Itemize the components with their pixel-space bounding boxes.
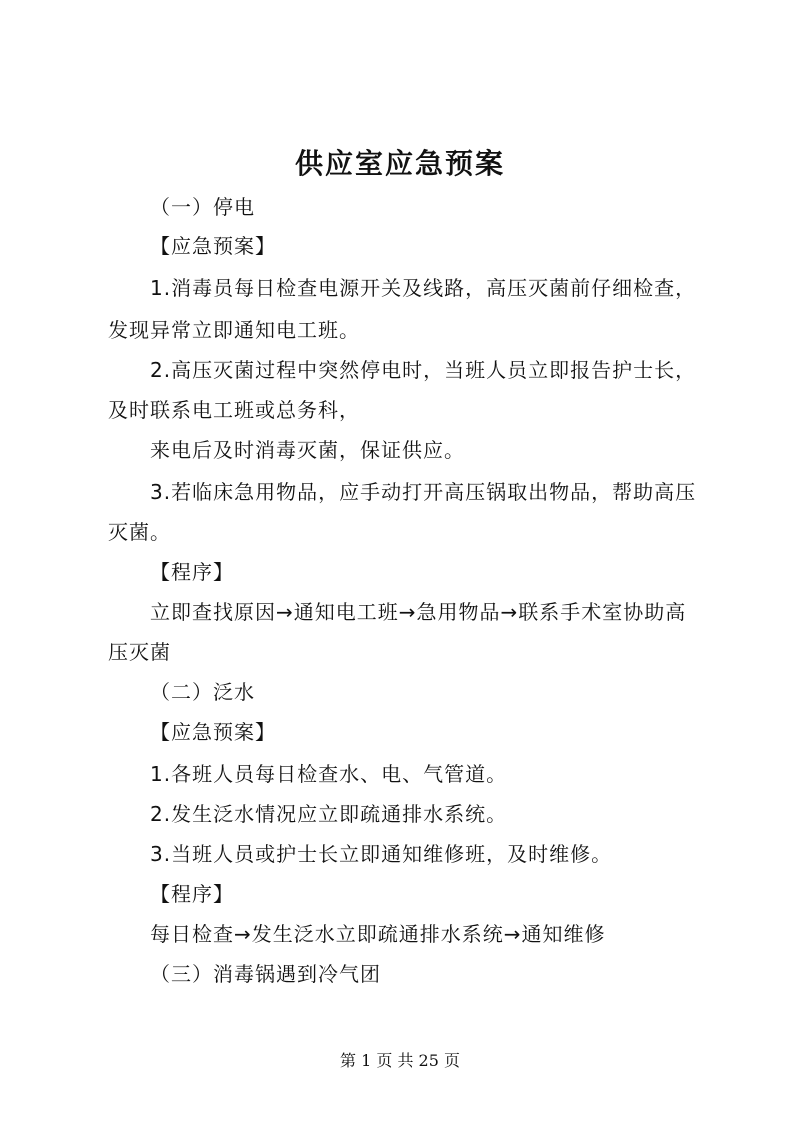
- paragraph-line: 每日检查→发生泛水立即疏通排水系统→通知维修: [150, 922, 606, 946]
- paragraph-line: 发现异常立即通知电工班。: [108, 318, 360, 342]
- paragraph-line: 3.当班人员或护士长立即通知维修班，及时维修。: [150, 842, 613, 866]
- page-number: 第 1 页 共 25 页: [340, 1051, 460, 1070]
- subsection-heading: 【程序】: [150, 882, 234, 906]
- section-heading: （一）停电: [150, 195, 255, 219]
- paragraph-line: 立即查找原因→通知电工班→急用物品→联系手术室协助高: [150, 600, 687, 624]
- paragraph-line: 压灭菌: [108, 640, 171, 664]
- paragraph-line: 及时联系电工班或总务科，: [108, 398, 360, 422]
- subsection-heading: 【程序】: [150, 560, 234, 584]
- section-heading: （二）泛水: [150, 680, 255, 704]
- paragraph-line: 1.各班人员每日检查水、电、气管道。: [150, 762, 508, 786]
- section-heading: （三）消毒锅遇到冷气团: [150, 962, 381, 986]
- paragraph-line: 来电后及时消毒灭菌，保证供应。: [150, 438, 465, 462]
- subsection-heading: 【应急预案】: [150, 234, 276, 258]
- paragraph-line: 2.发生泛水情况应立即疏通排水系统。: [150, 802, 508, 826]
- paragraph-line: 1.消毒员每日检查电源开关及线路，高压灭菌前仔细检查，: [150, 276, 697, 300]
- paragraph-line: 2.高压灭菌过程中突然停电时，当班人员立即报告护士长，: [150, 358, 697, 382]
- paragraph-line: 灭菌。: [108, 520, 171, 544]
- paragraph-line: 3.若临床急用物品，应手动打开高压锅取出物品，帮助高压: [150, 480, 697, 504]
- subsection-heading: 【应急预案】: [150, 720, 276, 744]
- document-title: 供应室应急预案: [294, 147, 505, 180]
